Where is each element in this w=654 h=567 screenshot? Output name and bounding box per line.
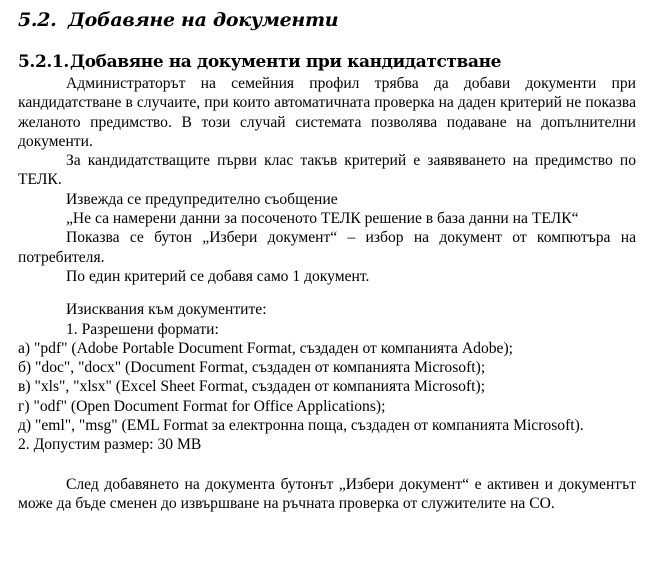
paragraph: Показва се бутон „Избери документ“ – избор на документ от компютъра на потребителя. <box>18 229 636 266</box>
paragraph: За кандидатстващите първи клас такъв критерий е заявяването на предимство по ТЕЛК. <box>18 152 636 189</box>
paragraph: Администраторът на семейния профил трябва да добави документи при кандидатстване в случаите, при които автоматичната проверка на даден критерий не показва желаното предимство. В този случай системата позволява подаване на допълнителни документи. <box>18 75 636 150</box>
requirement-item: д) "eml", "msg" (EML Format за електронна поща, създаден от компанията Microsoft). <box>18 417 584 435</box>
section-number: 5.2. <box>18 9 57 31</box>
requirement-item: 1. Разрешени формати: <box>66 320 219 338</box>
requirement-item: г) "odf" (Open Document Format for Office Applications); <box>18 397 386 415</box>
paragraph: По един критерий се добавя само 1 документ. <box>66 267 370 285</box>
paragraph: Извежда се предупредително съобщение <box>66 190 338 208</box>
subsection-heading <box>18 50 636 74</box>
section-title: Добавяне на документи <box>68 9 339 31</box>
requirement-item: 2. Допустим размер: 30 MB <box>18 436 202 454</box>
document-page <box>18 0 636 513</box>
requirement-item: а) "pdf" (Adobe Portable Document Format, създаден от компанията Adobe); <box>18 339 513 357</box>
requirement-item: б) "doc", "docx" (Document Format, създаден от компанията Microsoft); <box>18 359 486 377</box>
requirements-heading: Изисквания към документите: <box>66 301 267 319</box>
closing-paragraph: След добавянето на документа бутонът „Избери документ“ е активен и документът може да бъде сменен до извършване на ръчната проверка от служителите на СО. <box>18 475 636 512</box>
requirement-item: в) "xls", "xlsx" (Excel Sheet Format, създаден от компанията Microsoft); <box>18 378 486 396</box>
subsection-number: 5.2.1. <box>18 52 69 72</box>
subsection-title: Добавяне на документи при кандидатстване <box>70 52 502 72</box>
section-heading <box>18 6 636 34</box>
warning-message: „Не са намерени данни за посоченото ТЕЛК решение в база данни на ТЕЛК“ <box>66 210 579 228</box>
